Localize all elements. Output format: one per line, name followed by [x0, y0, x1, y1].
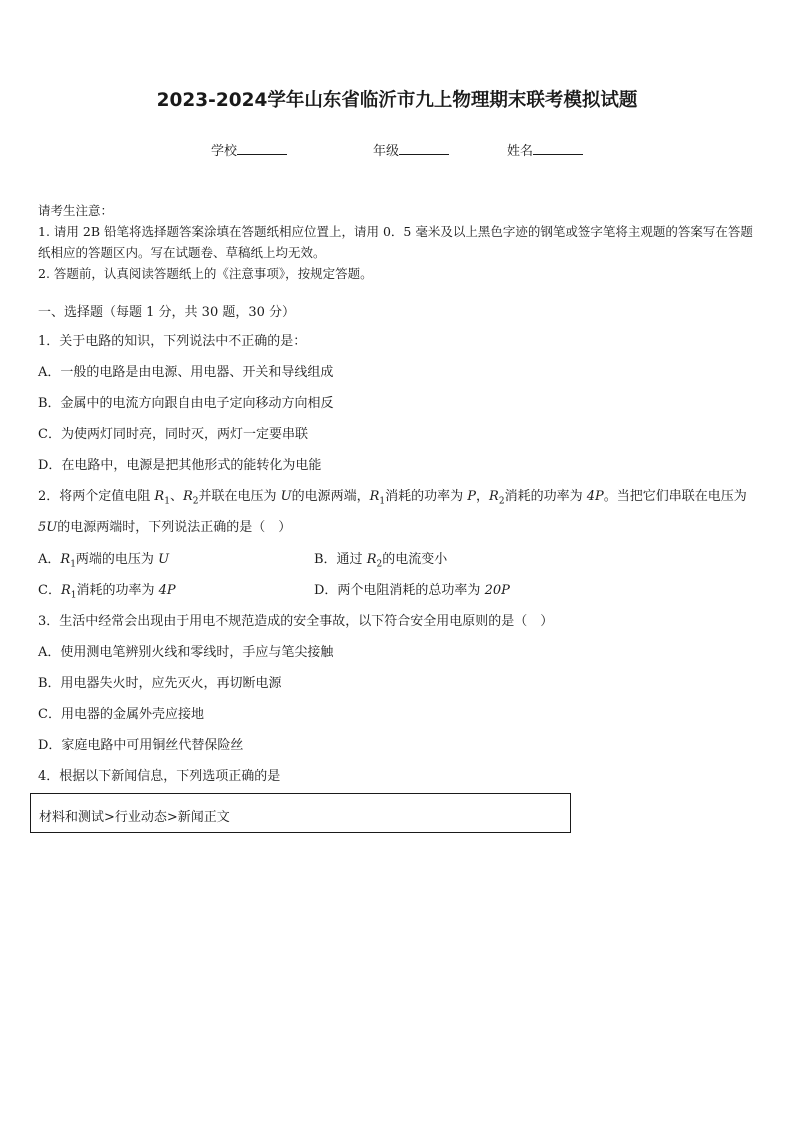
q1-stem: 1．关于电路的知识，下列说法中不正确的是： [38, 334, 307, 349]
name-field [507, 140, 583, 159]
notice-item-1: 1. 请用 2B 铅笔将选择题答案涂填在答题纸相应位置上，请用 0．5 毫米及以上黑色字迹的钢笔或签字笔将主观题的答案写在答题纸相应的答题区内。写在试题卷、草稿纸上均无效。 [38, 224, 753, 260]
notice-header: 请考生注意： [38, 203, 114, 218]
q2-option-c: C．$R_1$消耗的功率为 4P [38, 583, 176, 601]
q1-option-a: A．一般的电路是由电源、用电器、开关和导线组成 [38, 365, 334, 380]
q3-option-d: D．家庭电路中可用铜丝代替保险丝 [38, 738, 244, 753]
q3-option-b: B．用电器失火时，应先灭火，再切断电源 [38, 676, 282, 691]
q1-option-d: D．在电路中，电源是把其他形式的能转化为电能 [38, 458, 322, 473]
q2-stem: 2．将两个定值电阻 $R_1$、$R_2$并联在电压为 U的电源两端，$R_1$消耗的功率为 P，$R_2$消耗的功率为 4P。当把它们串联在电压为 5U的电源两端时，下列说法正确的是（ ） [38, 489, 747, 535]
news-breadcrumb-box [30, 793, 571, 833]
grade-label: 年级 [373, 144, 400, 159]
section-heading: 一、选择题（每题 1 分，共 30 题，30 分） [38, 305, 296, 320]
q2-option-d: D．两个电阻消耗的总功率为 20P [314, 583, 510, 598]
name-label: 姓名 [507, 144, 534, 159]
school-blank [237, 142, 287, 155]
q2-option-a: A．$R_1$两端的电压为 U [38, 552, 170, 570]
q1-option-b: B．金属中的电流方向跟自由电子定向移动方向相反 [38, 396, 334, 411]
news-breadcrumb: 材料和测试>行业动态>新闻正文 [39, 810, 230, 825]
q3-stem: 3．生活中经常会出现由于用电不规范造成的安全事故，以下符合安全用电原则的是（ ） [38, 614, 554, 629]
page-title: 2023-2024学年山东省临沂市九上物理期末联考模拟试题 [156, 90, 638, 111]
q4-stem: 4．根据以下新闻信息，下列选项正确的是 [38, 769, 281, 784]
q1-option-c: C．为使两灯同时亮，同时灭，两灯一定要串联 [38, 427, 308, 442]
q3-option-a: A．使用测电笔辨别火线和零线时，手应与笔尖接触 [38, 645, 334, 660]
school-field [211, 140, 287, 159]
name-blank [533, 142, 583, 155]
grade-blank [399, 142, 449, 155]
grade-field [373, 140, 449, 159]
school-label: 学校 [211, 144, 238, 159]
q2-option-b: B．通过 $R_2$的电流变小 [314, 552, 448, 570]
notice-item-2: 2. 答题前，认真阅读答题纸上的《注意事项》，按规定答题。 [38, 266, 373, 281]
q3-option-c: C．用电器的金属外壳应接地 [38, 707, 204, 722]
